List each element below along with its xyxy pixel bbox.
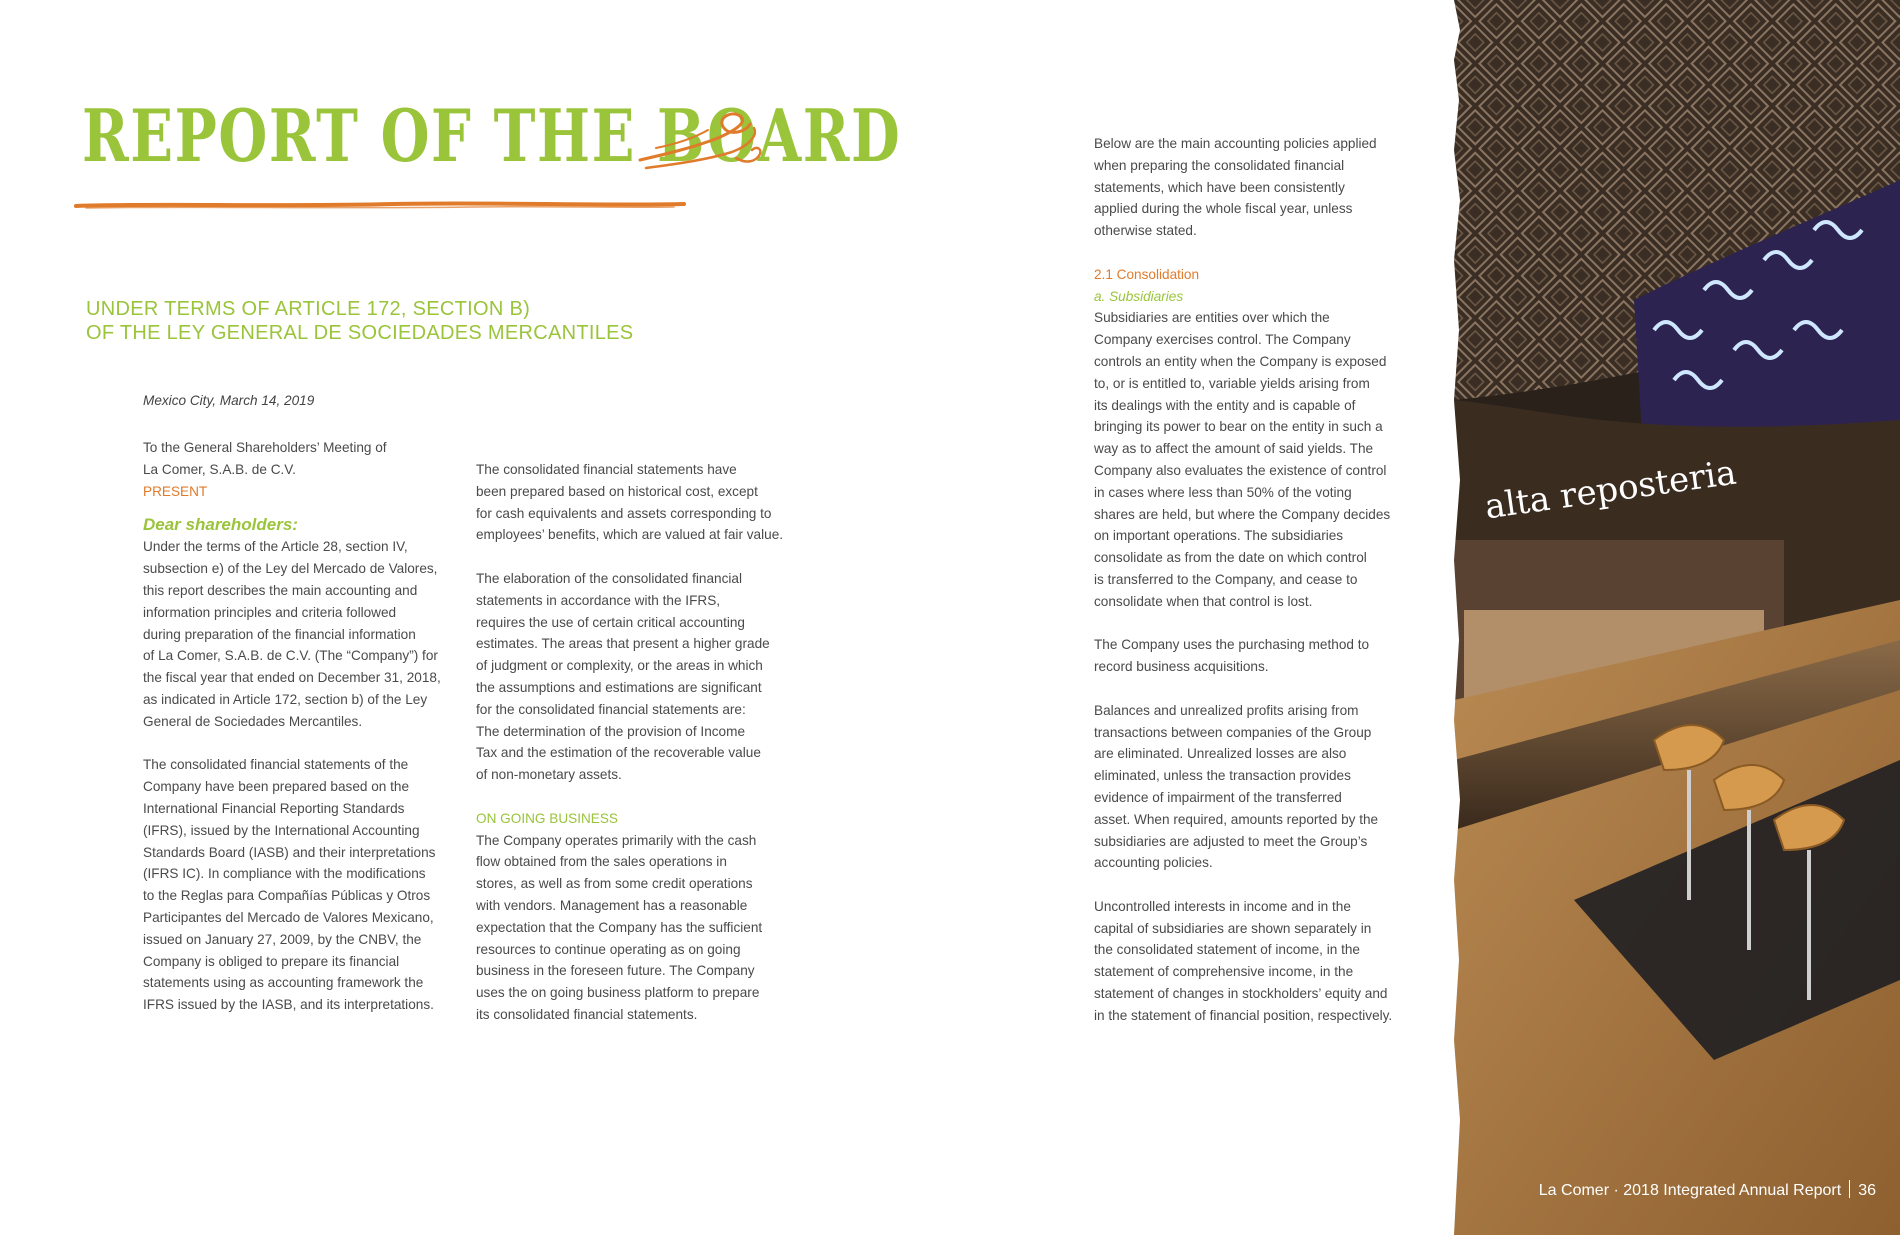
text-line: in cases where less than 50% of the voting bbox=[1094, 484, 1352, 500]
text-line: as indicated in Article 172, section b) of the Ley bbox=[143, 691, 428, 707]
text-line: uses the on going business platform to prepare bbox=[476, 985, 760, 1001]
greeting: Dear shareholders: bbox=[143, 515, 298, 535]
paragraph bbox=[476, 459, 806, 546]
text-line: IFRS issued by the IASB, and its interpretations. bbox=[143, 997, 434, 1013]
text-line: statements, which have been consistently bbox=[1094, 179, 1345, 195]
text-line: subsidiaries are adjusted to meet the Group’s bbox=[1094, 833, 1368, 849]
section-heading: ON GOING BUSINESS bbox=[476, 810, 619, 826]
brush-stroke-divider bbox=[74, 198, 686, 212]
text-line: business in the foreseen future. The Company bbox=[476, 963, 755, 979]
present-label: PRESENT bbox=[143, 483, 208, 499]
text-line: The Company operates primarily with the cash bbox=[476, 832, 757, 848]
text-line: resources to continue operating as on going bbox=[476, 941, 741, 957]
text-line: transactions between companies of the Group bbox=[1094, 724, 1372, 740]
text-line: evidence of impairment of the transferred bbox=[1094, 789, 1342, 805]
subtitle-line: OF THE LEY GENERAL DE SOCIEDADES MERCANTILES bbox=[86, 322, 634, 344]
text-line: of La Comer, S.A.B. de C.V. (The “Company”) for bbox=[143, 648, 438, 664]
text-line: are eliminated. Unrealized losses are also bbox=[1094, 746, 1347, 762]
paragraph bbox=[143, 536, 463, 732]
text-line: the consolidated statement of income, in the bbox=[1094, 942, 1360, 958]
text-line: its dealings with the entity and is capable of bbox=[1094, 397, 1356, 413]
text-line: capital of subsidiaries are shown separately in bbox=[1094, 920, 1372, 936]
paragraph bbox=[1094, 896, 1416, 1027]
text-line: General de Sociedades Mercantiles. bbox=[143, 713, 363, 729]
text-line: for cash equivalents and assets corresponding to bbox=[476, 505, 772, 521]
text-line: estimates. The areas that present a higher grade bbox=[476, 636, 770, 652]
text-line: flow obtained from the sales operations in bbox=[476, 854, 727, 870]
paragraph bbox=[1094, 133, 1416, 242]
text-line: issued on January 27, 2009, by the CNBV, the bbox=[143, 931, 422, 947]
text-line: been prepared based on historical cost, except bbox=[476, 483, 758, 499]
text-line: Standards Board (IASB) and their interpretations bbox=[143, 844, 436, 860]
paragraph bbox=[143, 754, 463, 1016]
text-line: Company is obliged to prepare its financial bbox=[143, 953, 400, 969]
subsection-heading: a. Subsidiaries bbox=[1094, 288, 1184, 304]
swirl-ornament-icon bbox=[636, 108, 766, 178]
text-line: in the statement of financial position, respectively. bbox=[1094, 1007, 1393, 1023]
text-line: to the Reglas para Compañías Públicas y Otros bbox=[143, 888, 431, 904]
text-line: Under the terms of the Article 28, section IV, bbox=[143, 539, 408, 555]
text-line: way as to affect the amount of said yields. The bbox=[1094, 441, 1374, 457]
text-line: record business acquisitions. bbox=[1094, 659, 1269, 675]
recipient-company: La Comer, S.A.B. de C.V. bbox=[143, 461, 296, 477]
text-line: the fiscal year that ended on December 31, 2018, bbox=[143, 670, 441, 686]
paragraph bbox=[476, 830, 806, 1026]
page-title: REPORT OF THE BOARD bbox=[82, 93, 902, 178]
text-line: statements in accordance with the IFRS, bbox=[476, 592, 721, 608]
text-line: Below are the main accounting policies applied bbox=[1094, 136, 1377, 151]
text-line: when preparing the consolidated financial bbox=[1094, 157, 1345, 173]
text-line: Company exercises control. The Company bbox=[1094, 332, 1351, 348]
text-line: statements using as accounting framework the bbox=[143, 975, 424, 991]
footer-divider bbox=[1849, 1180, 1850, 1198]
text-line: Subsidiaries are entities over which the bbox=[1094, 310, 1330, 326]
paragraph bbox=[476, 568, 806, 786]
text-line: stores, as well as from some credit operations bbox=[476, 876, 753, 892]
text-line: The Company uses the purchasing method to bbox=[1094, 637, 1370, 653]
page-number: 36 bbox=[1858, 1182, 1876, 1199]
text-line: during preparation of the financial information bbox=[143, 626, 416, 642]
text-line: bringing its power to bear on the entity in such a bbox=[1094, 419, 1383, 435]
text-line: of non-monetary assets. bbox=[476, 767, 622, 783]
recipient-line: To the General Shareholders’ Meeting of bbox=[143, 440, 387, 455]
text-line: Balances and unrealized profits arising from bbox=[1094, 702, 1359, 718]
text-line: Uncontrolled interests in income and in the bbox=[1094, 898, 1351, 914]
text-line: (IFRS IC). In compliance with the modifications bbox=[143, 866, 426, 882]
text-line: The consolidated financial statements have bbox=[476, 462, 737, 477]
text-column-2 bbox=[476, 459, 806, 1026]
text-line: its consolidated financial statements. bbox=[476, 1006, 698, 1022]
page-footer bbox=[1539, 1180, 1876, 1200]
text-line: consolidate when that control is lost. bbox=[1094, 593, 1313, 609]
text-column-3 bbox=[1094, 133, 1416, 1027]
text-line: accounting policies. bbox=[1094, 855, 1213, 871]
text-line: of judgment or complexity, or the areas in which bbox=[476, 658, 763, 674]
text-line: statement of comprehensive income, in the bbox=[1094, 964, 1354, 980]
text-line: eliminated, unless the transaction provides bbox=[1094, 768, 1351, 784]
text-line: controls an entity when the Company is exposed bbox=[1094, 353, 1387, 369]
store-sign: alta reposteria bbox=[1482, 452, 1739, 528]
text-column-1 bbox=[143, 437, 463, 1016]
text-line: for the consolidated financial statements are: bbox=[476, 701, 746, 717]
text-line: The consolidated financial statements of the bbox=[143, 757, 409, 773]
text-line: International Financial Reporting Standards bbox=[143, 800, 405, 816]
text-line: consolidate as from the date on which control bbox=[1094, 550, 1367, 566]
text-line: Company have been prepared based on the bbox=[143, 779, 410, 795]
text-line: information principles and criteria followed bbox=[143, 604, 397, 620]
text-line: otherwise stated. bbox=[1094, 223, 1197, 239]
text-line: Participantes del Mercado de Valores Mexicano, bbox=[143, 909, 434, 925]
paragraph bbox=[1094, 700, 1416, 874]
text-line: The determination of the provision of Income bbox=[476, 723, 746, 739]
text-line: on important operations. The subsidiaries bbox=[1094, 528, 1344, 544]
text-line: subsection e) of the Ley del Mercado de Valores, bbox=[143, 561, 438, 577]
text-line: shares are held, but where the Company decides bbox=[1094, 506, 1391, 522]
text-line: this report describes the main accounting and bbox=[143, 582, 418, 598]
text-line: the assumptions and estimations are significant bbox=[476, 679, 762, 695]
text-line: (IFRS), issued by the International Accounting bbox=[143, 822, 420, 838]
letter-date: Mexico City, March 14, 2019 bbox=[143, 393, 315, 408]
store-photo bbox=[1454, 0, 1900, 1235]
text-line: to, or is entitled to, variable yields arising from bbox=[1094, 375, 1370, 391]
text-line: with vendors. Management has a reasonable bbox=[476, 897, 748, 913]
text-line: employees’ benefits, which are valued at fair value. bbox=[476, 527, 784, 543]
text-line: expectation that the Company has the sufficient bbox=[476, 919, 763, 935]
paragraph bbox=[1094, 634, 1416, 678]
text-line: The elaboration of the consolidated financial bbox=[476, 570, 743, 586]
text-line: applied during the whole fiscal year, unless bbox=[1094, 201, 1353, 217]
text-line: Company also evaluates the existence of control bbox=[1094, 462, 1387, 478]
subtitle-line: UNDER TERMS OF ARTICLE 172, SECTION B) bbox=[86, 298, 531, 320]
text-line: requires the use of certain critical accounting bbox=[476, 614, 745, 630]
text-line: Tax and the estimation of the recoverable value bbox=[476, 745, 761, 761]
paragraph bbox=[1094, 307, 1416, 612]
text-line: statement of changes in stockholders’ equity and bbox=[1094, 986, 1388, 1002]
report-subtitle bbox=[86, 297, 806, 345]
report-name: La Comer · 2018 Integrated Annual Report bbox=[1538, 1182, 1842, 1199]
text-line: asset. When required, amounts reported by the bbox=[1094, 811, 1379, 827]
section-heading: 2.1 Consolidation bbox=[1094, 266, 1200, 282]
text-line: is transferred to the Company, and cease to bbox=[1094, 571, 1358, 587]
